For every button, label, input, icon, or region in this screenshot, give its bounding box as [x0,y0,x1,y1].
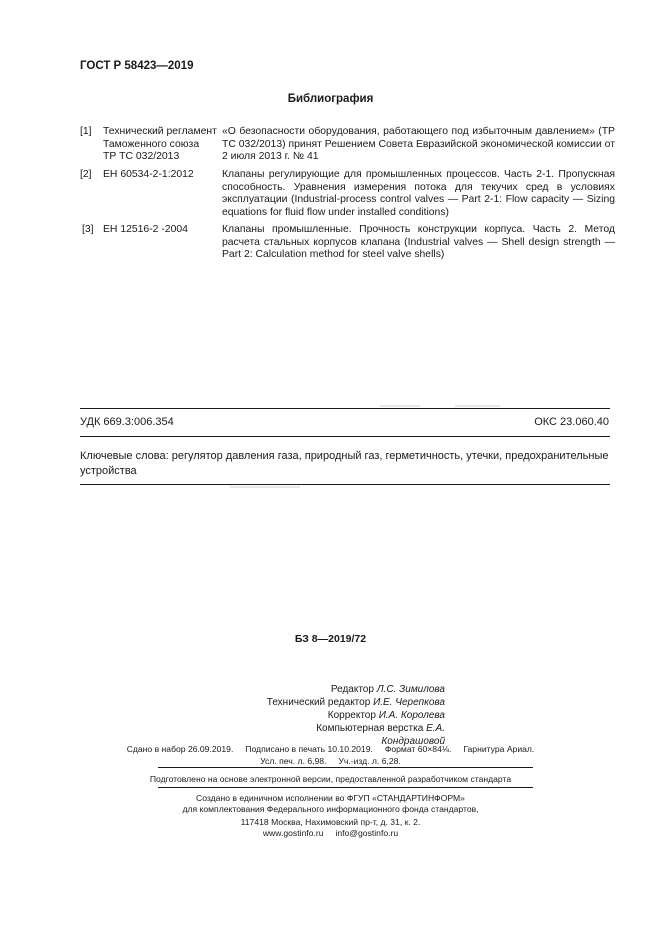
credit-name: Е.А. Кондрашовой [381,723,445,747]
credits [250,683,445,748]
credit-line [250,683,445,696]
print-info-line: Усл. печ. л. 6,98. Уч.-изд. л. 6,28. [260,756,401,766]
prepared-note: Подготовлено на основе электронной версии, предоставленной разработчиком стандарта [149,774,512,784]
credit-role: Технический редактор [266,697,371,708]
created-line: для комплектования Федерального информационного фонда стандартов, [182,804,479,814]
credit-line [250,696,445,709]
credit-line [250,709,445,722]
bibliography-entry [80,169,615,221]
created-note [0,793,661,815]
scan-artifact [230,486,300,488]
print-info [0,743,661,767]
entry-source-line: Таможенного союза [103,138,200,150]
print-info-line: Сдано в набор 26.09.2019. Подписано в печать 10.10.2019. Формат 60×84⅛. Гарнитура Ариал. [126,744,535,754]
bz-number: БЗ 8—2019/72 [294,633,367,645]
credit-name: Л.С. Зимилова [376,684,445,695]
entry-description: «О безопасности оборудования, работающего под избыточным давлением» (ТР ТС 032/2013) принят Решением Совета Евразийской экономической комиссии от 2 июля 2013 г. № 41 [222,126,615,163]
credit-role: Корректор [327,710,376,721]
scan-artifact [380,405,420,407]
entry-source-line: ЕН 60534-2-1:2012 [103,169,194,180]
credit-role: Компьютерная верстка [316,723,424,734]
address-line: 117418 Москва, Нахимовский пр-т, д. 31, к. 2. [240,817,421,827]
imprint-divider-2 [158,787,533,788]
udc-code: УДК 669.3:006.354 [80,416,174,428]
divider-top [80,408,610,409]
oks-code: ОКС 23.060.40 [534,416,609,428]
entry-source-line: ТР ТС 032/2013 [103,151,180,163]
credit-name: И.А. Королева [378,710,445,721]
entry-description: Клапаны регулирующие для промышленных процессов. Часть 2-1. Пропускная способность. Уравнения измерения потока для текучих сред в условиях эксплуатации (Industrial-process control valves — Part 2-1: Flow capacity — Sizing equations for fluid flow under installed conditions) [222,169,615,218]
scan-artifact [455,405,500,407]
publisher-address [0,817,661,839]
credit-name: И.Е. Черепкова [373,697,445,708]
entry-source [103,169,221,182]
imprint-divider-1 [158,767,533,768]
divider-bottom [80,484,610,485]
entry-description: Клапаны промышленные. Прочность конструкции корпуса. Часть 2. Метод расчета стальных корпусов клапана (Industrial valves — Shell design strength — Part 2: Calculation method for steel valve shells) [222,224,615,261]
keywords: Ключевые слова: регулятор давления газа, природный газ, герметичность, утечки, предохранительные устройства [80,450,609,477]
entry-number: [1] [80,126,92,137]
entry-source-line: Технический регламент [103,126,217,137]
address-line: www.gostinfo.ru info@gostinfo.ru [262,828,399,838]
entry-source [103,224,221,237]
entry-number: [3] [82,224,94,235]
credit-role: Редактор [330,684,374,695]
created-line: Создано в единичном исполнении во ФГУП «СТАНДАРТИНФОРМ» [196,793,465,803]
entry-source-line: ЕН 12516-2 -2004 [103,224,188,235]
entry-number: [2] [80,169,92,180]
bibliography-title: Библиография [287,93,374,105]
bibliography-entry [80,126,615,166]
document-code: ГОСТ Р 58423—2019 [80,60,194,72]
bibliography-entry [80,224,615,264]
entry-source [103,126,221,164]
divider-middle [80,436,610,437]
